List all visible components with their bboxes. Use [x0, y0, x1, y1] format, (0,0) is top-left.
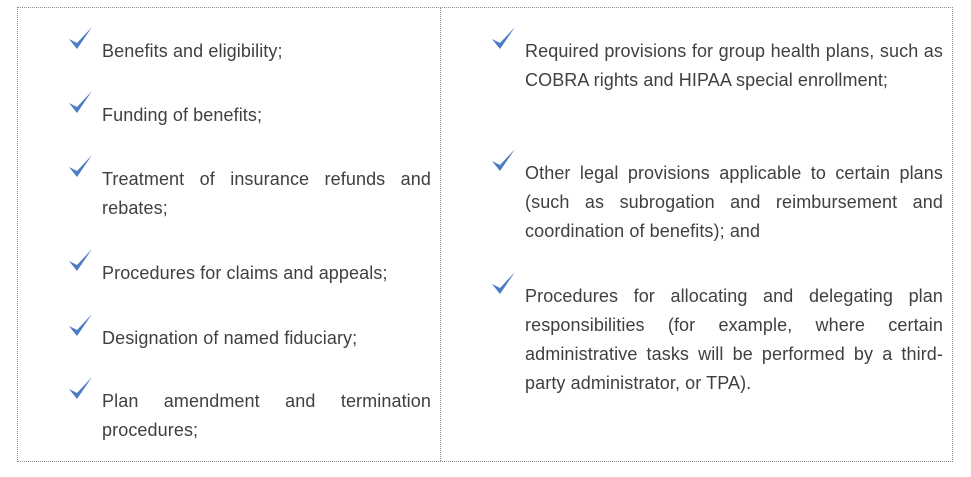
checklist-table: [17, 7, 953, 462]
checkmark-icon: [489, 146, 517, 174]
checkmark-icon: [66, 152, 94, 180]
list-item-text: Treatment of insurance refunds and rebates;: [102, 169, 431, 218]
list-item-text: Required provisions for group health plans, such as COBRA rights and HIPAA special enrollment;: [525, 41, 943, 90]
checkmark-icon: [66, 88, 94, 116]
list-item: [525, 282, 943, 398]
checkmark-icon: [66, 311, 94, 339]
list-item-text: Plan amendment and termination procedures;: [102, 391, 431, 440]
list-item: [102, 101, 431, 130]
list-item: [102, 37, 431, 66]
column-divider: [440, 8, 441, 461]
checkmark-icon: [489, 269, 517, 297]
list-item-text: Other legal provisions applicable to certain plans (such as subrogation and reimbursement and coordination of benefits); and: [525, 163, 943, 241]
list-item-text: Procedures for claims and appeals;: [102, 263, 388, 283]
checkmark-icon: [489, 24, 517, 52]
list-item-text: Designation of named fiduciary;: [102, 328, 358, 348]
list-item-text: Procedures for allocating and delegating plan responsibilities (for example, where certain administrative tasks will be performed by a third-party administrator, or TPA).: [525, 286, 943, 393]
checkmark-icon: [66, 374, 94, 402]
list-item: [525, 159, 943, 246]
list-item: [102, 259, 431, 288]
list-item: [525, 37, 943, 95]
list-item: [102, 324, 431, 353]
list-item: [102, 165, 431, 223]
checkmark-icon: [66, 24, 94, 52]
list-item-text: Funding of benefits;: [102, 105, 263, 125]
list-item: [102, 387, 431, 445]
list-item-text: Benefits and eligibility;: [102, 41, 283, 61]
checkmark-icon: [66, 246, 94, 274]
